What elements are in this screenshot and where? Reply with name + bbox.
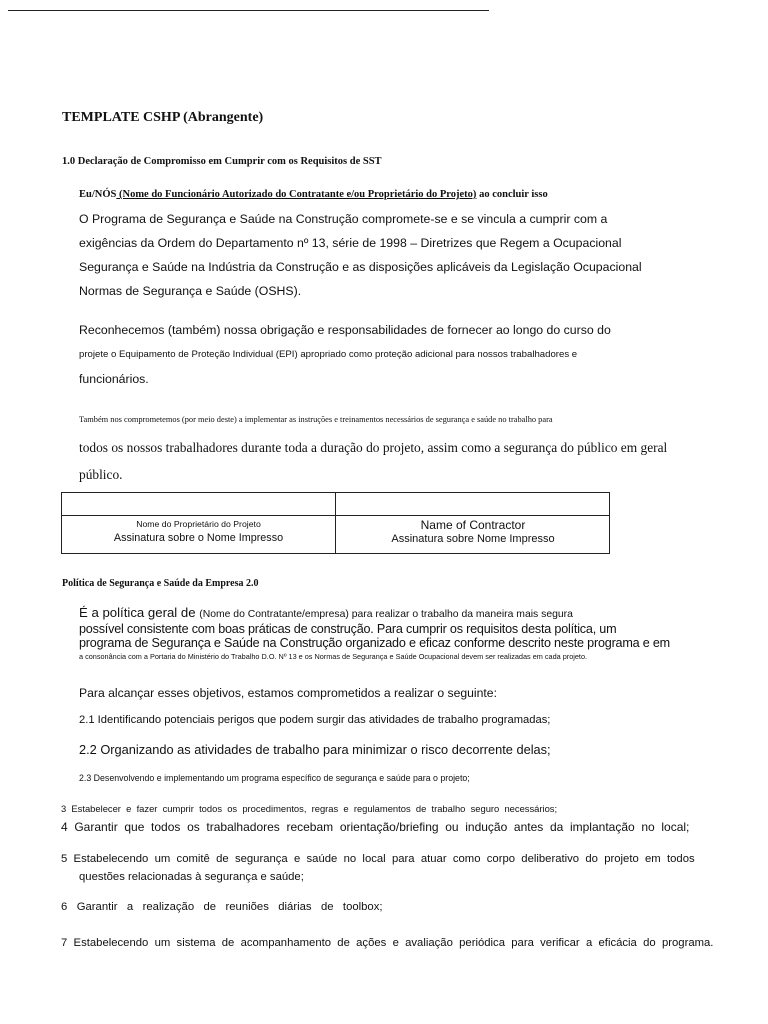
numbered-item: 4 Garantir que todos os trabalhadores recebam orientação/briefing ou indução antes da implantação no local; bbox=[61, 820, 690, 834]
objective-item: 2.3 Desenvolvendo e implementando um programa específico de segurança e saúde para o projeto; bbox=[79, 773, 470, 783]
para2-line: Reconhecemos (também) nossa obrigação e responsabilidades de fornecer ao longo do curso do bbox=[79, 323, 611, 337]
top-rule bbox=[8, 10, 489, 11]
policy-line: possível consistente com boas práticas de construção. Para cumprir os requisitos desta política, um bbox=[79, 622, 617, 636]
section1-heading: 1.0 Declaração de Compromisso em Cumprir com os Requisitos de SST bbox=[62, 156, 382, 167]
document-title: TEMPLATE CSHP (Abrangente) bbox=[62, 110, 264, 125]
para2-line: projete o Equipamento de Proteção Individual (EPI) apropriado como proteção adicional para nossos trabalhadores e bbox=[79, 349, 578, 360]
para1-line: exigências da Ordem do Departamento nº 13, série de 1998 – Diretrizes que Regem a Ocupacional bbox=[79, 236, 622, 250]
owner-name-label: Nome do Proprietário do Projeto bbox=[136, 519, 261, 529]
objectives-intro: Para alcançar esses objetivos, estamos comprometidos a realizar o seguinte: bbox=[79, 686, 497, 700]
policy-line: a consonância com a Portaria do Ministério do Trabalho D.O. Nº 13 e os Normas de Segurança e Saúde Ocupacional devem ser realizadas em cada projeto. bbox=[79, 652, 588, 661]
intro-underlined-placeholder: (Nome do Funcionário Autorizado do Contratante e/ou Proprietário do Projeto) bbox=[116, 189, 477, 200]
para1-line: O Programa de Segurança e Saúde na Construção compromete-se e se vincula a cumprir com a bbox=[79, 212, 608, 226]
contractor-signature-label: Assinatura sobre Nome Impresso bbox=[391, 533, 555, 545]
policy-line bbox=[79, 604, 573, 622]
contractor-signature-cell bbox=[336, 517, 610, 553]
intro-prefix: Eu/NÓS bbox=[79, 189, 117, 200]
numbered-item: 3 Estabelecer e fazer cumprir todos os procedimentos, regras e regulamentos de trabalho seguro necessários; bbox=[61, 803, 558, 814]
policy-text: o trabalho da maneira mais segura bbox=[409, 609, 573, 620]
signature-table bbox=[61, 492, 610, 554]
numbered-item-continuation: questões relacionadas à segurança e saúde; bbox=[79, 871, 304, 883]
para3-line: público. bbox=[79, 467, 123, 482]
para1-line: Normas de Segurança e Saúde (OSHS). bbox=[79, 284, 302, 298]
para3-line: Também nos comprometemos (por meio deste) a implementar as instruções e treinamentos necessários de segurança e saúde no trabalho para bbox=[79, 415, 553, 424]
para1-line: Segurança e Saúde na Indústria da Construção e as disposições aplicáveis da Legislação Ocupacional bbox=[79, 260, 642, 274]
objective-item: 2.2 Organizando as atividades de trabalho para minimizar o risco decorrente delas; bbox=[79, 742, 551, 757]
objective-item: 2.1 Identificando potenciais perigos que podem surgir das atividades de trabalho programadas; bbox=[79, 714, 551, 726]
para2-line: funcionários. bbox=[79, 372, 149, 386]
owner-signature-cell bbox=[62, 517, 335, 553]
numbered-item: 6 Garantir a realização de reuniões diárias de toolbox; bbox=[61, 901, 383, 913]
numbered-item: 5 Estabelecendo um comitê de segurança e saúde no local para atuar como corpo deliberativo do projeto em todos bbox=[61, 853, 695, 865]
section1-intro bbox=[79, 189, 548, 200]
numbered-item: 7 Estabelecendo um sistema de acompanhamento de ações e avaliação periódica para verificar a eficácia do programa. bbox=[61, 937, 714, 949]
policy-line: programa de Segurança e Saúde na Construção organizado e eficaz conforme descrito neste programa e em bbox=[79, 636, 670, 650]
policy-company-placeholder: (Nome do Contratante/empresa) para realizar bbox=[199, 609, 410, 620]
section2-heading: Política de Segurança e Saúde da Empresa 2.0 bbox=[62, 578, 259, 589]
intro-suffix: ao concluir isso bbox=[476, 189, 548, 200]
contractor-name-label: Name of Contractor bbox=[420, 518, 526, 532]
para3-line: todos os nossos trabalhadores durante toda a duração do projeto, assim como a segurança do público em geral bbox=[79, 440, 668, 455]
owner-signature-label: Assinatura sobre o Nome Impresso bbox=[113, 532, 284, 544]
policy-text: É a política geral de bbox=[79, 605, 200, 620]
